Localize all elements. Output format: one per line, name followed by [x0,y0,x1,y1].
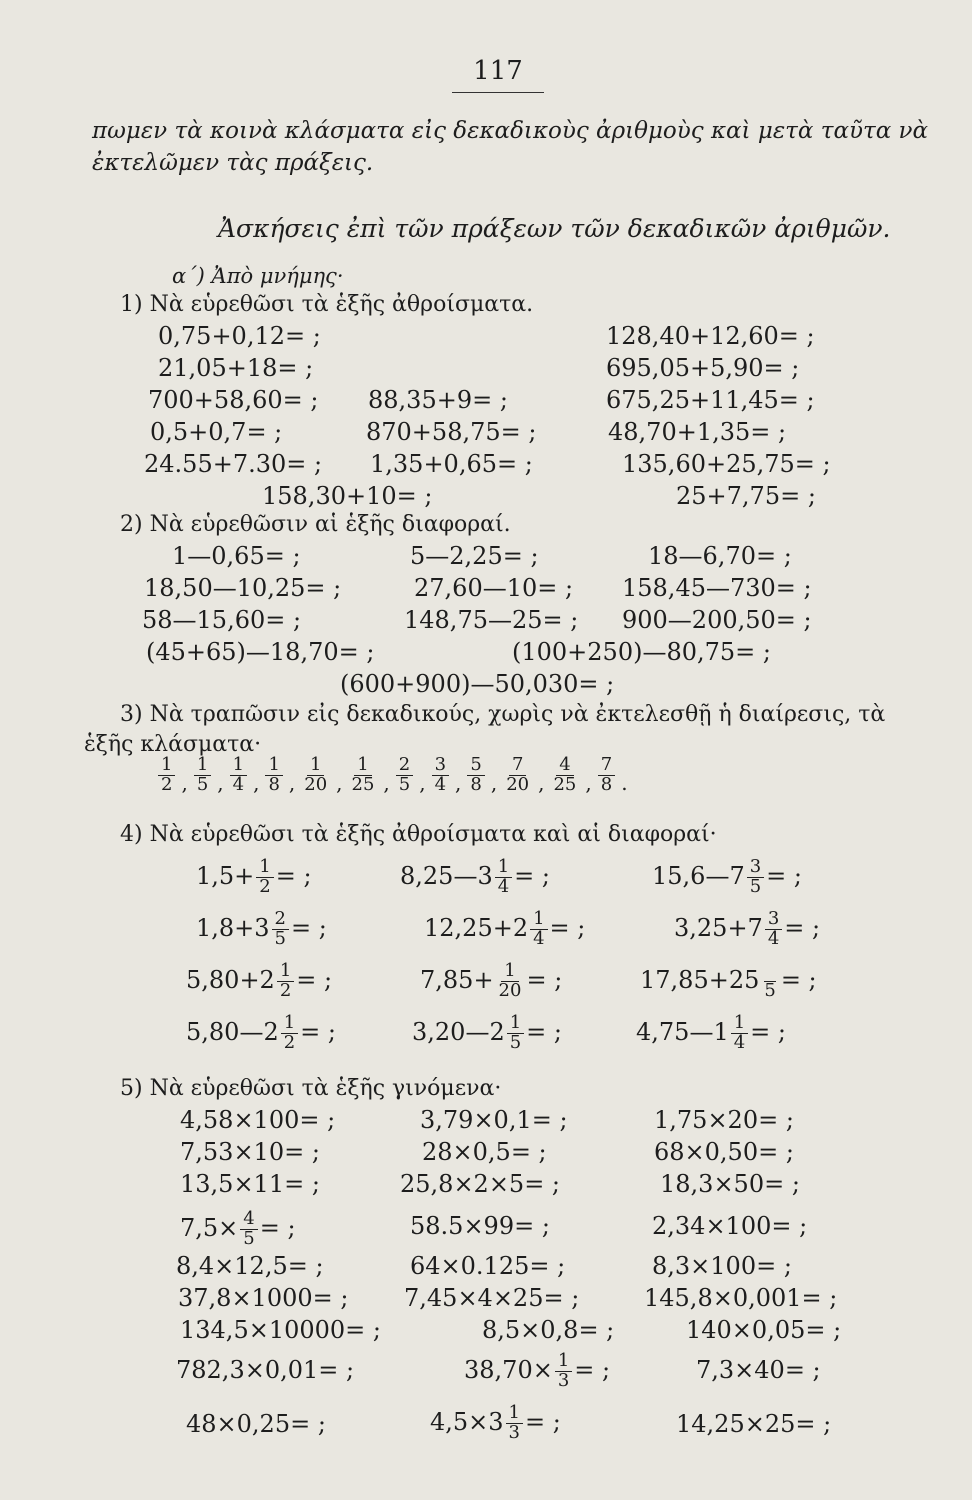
denominator: 20 [506,773,530,795]
expression-prefix: 15,6—7 [652,861,745,890]
numerator: 1 [281,1014,298,1034]
exercise: 18,50—10,25= ; [144,574,342,602]
numerator [764,962,776,982]
numerator: 1 [194,756,211,776]
numerator: 1 [256,858,273,878]
expression-prefix: 1,5+ [196,861,255,890]
sec4-title: 4) Νὰ εὑρεθῶσι τὰ ἑξῆς ἀθροίσματα καὶ αἱ διαφοραί· [120,822,717,847]
denominator: 8 [268,773,280,795]
sec1-title: 1) Νὰ εὑρεθῶσι τὰ ἑξῆς ἀθροίσματα. [120,292,534,317]
expression-prefix: 7,5× [180,1213,239,1242]
expression-prefix: 7,85+ [420,965,494,994]
denominator: 8 [600,773,613,795]
exercise: 134,5×10000= ; [180,1316,381,1344]
page-number-rule [452,92,544,93]
numerator: 1 [307,756,324,776]
denominator: 5 [196,773,209,795]
page-number: 117 [473,56,523,86]
mixed-exercise [636,1014,786,1053]
exercise: 7,3×40= ; [696,1356,821,1384]
fraction [396,756,413,795]
expression-prefix: 1,8+3 [196,913,270,942]
fraction-separator: , [455,770,462,795]
exercise: 870+58,75= ; [366,418,537,446]
expression-prefix: 3,20—2 [412,1017,505,1046]
exercise: 158,45—730= ; [622,574,812,602]
denominator: 8 [470,773,482,795]
exercise: 4,58×100= ; [180,1106,336,1134]
denominator: 5 [749,875,762,897]
exercise: 68×0,50= ; [654,1138,794,1166]
exercise: 145,8×0,001= ; [644,1284,838,1312]
exercise: 58.5×99= ; [410,1212,550,1240]
exercise: (100+250)—80,75= ; [512,638,771,666]
fraction [550,756,579,795]
fraction-separator: , [538,770,545,795]
fraction [432,756,449,795]
mixed-exercise [464,1352,610,1391]
denominator: 5 [764,979,776,1001]
expression-suffix: = ; [259,1213,296,1242]
exercise: 140×0,05= ; [686,1316,842,1344]
subheading: α΄) Ἀπὸ μνήμης· [172,264,344,288]
numerator: 7 [598,756,615,776]
numerator: 3 [747,858,764,878]
fraction [301,756,330,795]
exercise: 64×0.125= ; [410,1252,566,1280]
fraction-separator: , [419,770,426,795]
fraction [598,756,615,795]
denominator: 4 [497,875,510,897]
expression-suffix: = ; [296,965,333,994]
fraction [506,1404,523,1443]
sec2-title: 2) Νὰ εὑρεθῶσιν αἱ ἑξῆς διαφοραί. [120,512,511,537]
expression-suffix: = ; [549,913,586,942]
denominator: 4 [767,927,780,949]
denominator: 4 [533,927,545,949]
numerator: 7 [509,756,526,776]
exercise: 900—200,50= ; [622,606,812,634]
numerator: 1 [265,756,282,776]
numerator: 1 [506,1404,523,1424]
denominator: 3 [557,1369,570,1391]
exercise: 135,60+25,75= ; [622,450,831,478]
expression-suffix: = ; [780,965,817,994]
exercise: 18—6,70= ; [648,542,792,570]
expression-suffix: = ; [526,965,563,994]
exercise: 37,8×1000= ; [178,1284,349,1312]
exercise: 25+7,75= ; [676,482,816,510]
expression-prefix: 3,25+7 [674,913,763,942]
numerator: 1 [501,962,518,982]
exercise: 1,75×20= ; [654,1106,794,1134]
exercise: (600+900)—50,030= ; [340,670,615,698]
denominator: 4 [733,1031,746,1053]
mixed-exercise [196,858,312,897]
exercise: 18,3×50= ; [660,1170,800,1198]
fraction [530,910,547,949]
mixed-exercise [180,1210,296,1249]
fraction [194,756,211,795]
expression-suffix: = ; [514,861,550,890]
exercise: 7,45×4×25= ; [404,1284,580,1312]
sec5-title: 5) Νὰ εὑρεθῶσι τὰ ἑξῆς γινόμενα· [120,1076,502,1101]
fraction [467,756,484,795]
denominator: 5 [509,1031,522,1053]
fraction [507,1014,524,1053]
numerator: 4 [240,1210,257,1230]
expression-suffix: = ; [750,1017,786,1046]
numerator: 1 [555,1352,572,1372]
numerator: 2 [396,756,413,776]
numerator: 1 [277,962,294,982]
mixed-exercise [196,910,327,949]
exercise: 128,40+12,60= ; [606,322,815,350]
fraction [240,1210,257,1249]
denominator: 20 [498,979,522,1001]
expression-prefix: 4,5×3 [430,1407,504,1436]
exercise: 782,3×0,01= ; [176,1356,355,1384]
expression-prefix: 4,75—1 [636,1017,729,1046]
fraction [503,756,532,795]
numerator: 1 [731,1014,748,1034]
exercise: 148,75—25= ; [404,606,579,634]
mixed-exercise [186,1014,336,1053]
sec3-title: 3) Νὰ τραπῶσιν εἰς δεκαδικούς, χωρὶς νὰ ἐκτελεσθῇ ἡ διαίρεσις, τὰ [120,702,886,727]
intro-line-1: πωμεν τὰ κοινὰ κλάσματα εἰς δεκαδικοὺς ἀριθμοὺς καὶ μετὰ ταῦτα νὰ [92,118,929,144]
fraction [495,858,512,897]
expression-suffix: = ; [525,1407,561,1436]
expression-suffix: = ; [574,1355,611,1384]
mixed-exercise [186,962,332,1001]
exercise: 7,53×10= ; [180,1138,320,1166]
fraction-separator: . [621,770,628,795]
exercise: 48×0,25= ; [186,1410,326,1438]
denominator: 5 [398,773,411,795]
exercise: 0,75+0,12= ; [158,322,321,350]
numerator: 1 [507,1014,524,1034]
denominator: 2 [259,875,271,897]
fraction-separator: , [490,770,498,795]
exercise: 2,34×100= ; [652,1212,808,1240]
expression-suffix: = ; [275,861,312,890]
expression-prefix: 5,80—2 [186,1017,279,1046]
exercise: 158,30+10= ; [262,482,433,510]
fraction [349,756,378,795]
fraction-list [156,756,628,795]
mixed-exercise [640,962,817,1001]
denominator: 25 [351,773,375,795]
exercise: (45+65)—18,70= ; [146,638,375,666]
exercise: 1—0,65= ; [172,542,301,570]
exercise: 25,8×2×5= ; [400,1170,561,1198]
fraction-separator: , [288,770,296,795]
mixed-exercise [424,910,585,949]
exercise: 48,70+1,35= ; [608,418,787,446]
exercise: 5—2,25= ; [410,542,539,570]
exercise: 14,25×25= ; [676,1410,832,1438]
denominator: 2 [161,773,173,795]
numerator: 1 [495,858,512,878]
denominator: 2 [283,1031,296,1053]
fraction-separator: , [217,770,224,795]
denominator: 4 [232,773,245,795]
fraction-separator: , [253,770,260,795]
expression-suffix: = ; [784,913,821,942]
intro-line-2: ἐκτελῶμεν τὰς πράξεις. [92,150,374,176]
expression-prefix: 38,70× [464,1355,553,1384]
numerator: 3 [432,756,449,776]
fraction [496,962,525,1001]
expression-prefix: 12,25+2 [424,913,529,942]
expression-suffix: = ; [766,861,802,890]
fraction [256,858,273,897]
denominator: 25 [553,773,577,795]
denominator: 5 [274,927,286,949]
exercise: 700+58,60= ; [148,386,319,414]
mixed-exercise [652,858,802,897]
denominator: 3 [508,1421,520,1443]
numerator: 1 [158,756,175,776]
fraction [747,858,764,897]
mixed-exercise [430,1404,561,1443]
denominator: 2 [279,979,292,1001]
fraction [555,1352,572,1391]
fraction [731,1014,748,1053]
fraction [230,756,247,795]
fraction [281,1014,298,1053]
fraction-separator: , [585,770,592,795]
exercise: 1,35+0,65= ; [370,450,533,478]
exercise: 695,05+5,90= ; [606,354,800,382]
mixed-exercise [412,1014,562,1053]
exercise: 8,4×12,5= ; [176,1252,324,1280]
fraction-separator: , [181,770,188,795]
expression-suffix: = ; [291,913,327,942]
exercise: 0,5+0,7= ; [150,418,283,446]
expression-prefix: 17,85+25 [640,965,760,994]
denominator: 20 [304,773,328,795]
exercise: 58—15,60= ; [142,606,302,634]
exercise: 8,5×0,8= ; [482,1316,615,1344]
fraction [265,756,282,795]
mixed-exercise [674,910,820,949]
fraction [765,910,782,949]
mixed-exercise [400,858,550,897]
sec3-title-cont: ἑξῆς κλάσματα· [84,732,262,757]
exercise: 675,25+11,45= ; [606,386,815,414]
exercise: 28×0,5= ; [422,1138,547,1166]
expression-suffix: = ; [300,1017,336,1046]
numerator: 4 [556,756,573,776]
exercise: 88,35+9= ; [368,386,508,414]
fraction-separator: , [336,770,343,795]
exercise: 8,3×100= ; [652,1252,792,1280]
exercise: 24.55+7.30= ; [144,450,323,478]
fraction-separator: , [383,770,390,795]
numerator: 1 [230,756,247,776]
exercise: 27,60—10= ; [414,574,574,602]
numerator: 1 [530,910,547,930]
numerator: 2 [272,910,289,930]
numerator: 5 [467,756,484,776]
denominator: 5 [243,1227,255,1249]
expression-prefix: 5,80+2 [186,965,275,994]
exercise: 21,05+18= ; [158,354,314,382]
section-heading: Ἀσκήσεις ἐπὶ τῶν πράξεων τῶν δεκαδικῶν ἀριθμῶν. [218,214,891,243]
expression-prefix: 8,25—3 [400,861,493,890]
fraction [277,962,294,1001]
mixed-exercise [420,962,562,1001]
denominator: 4 [434,773,447,795]
fraction [761,962,778,1001]
numerator: 3 [765,910,782,930]
expression-suffix: = ; [526,1017,562,1046]
fraction [272,910,289,949]
fraction [158,756,175,795]
exercise: 13,5×11= ; [180,1170,320,1198]
numerator: 1 [354,756,371,776]
exercise: 3,79×0,1= ; [420,1106,568,1134]
